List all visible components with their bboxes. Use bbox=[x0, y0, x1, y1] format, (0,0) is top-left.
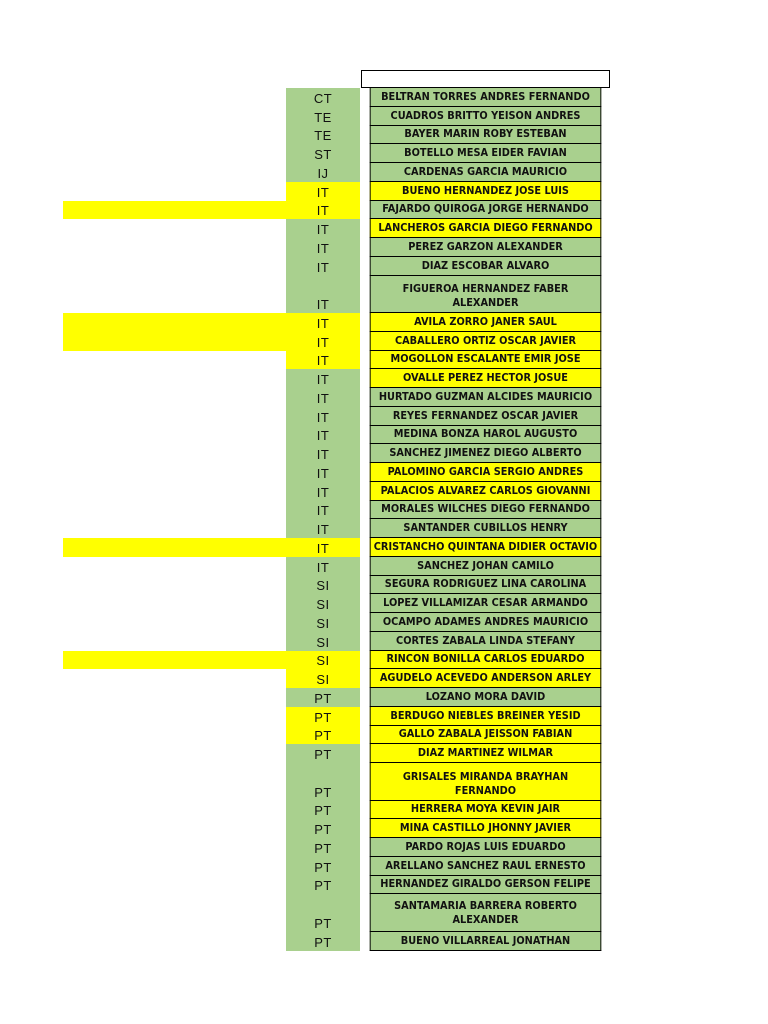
name-cell[interactable]: BUENO VILLARREAL JONATHAN bbox=[370, 932, 602, 951]
name-cell[interactable]: PEREZ GARZON ALEXANDER bbox=[370, 238, 602, 257]
table-row bbox=[0, 669, 768, 688]
rank-cell[interactable]: IT bbox=[286, 501, 360, 520]
table-row bbox=[0, 707, 768, 726]
rank-cell[interactable]: PT bbox=[286, 688, 360, 707]
table-row bbox=[0, 557, 768, 576]
name-cell[interactable]: BELTRAN TORRES ANDRES FERNANDO bbox=[370, 88, 602, 107]
table-row bbox=[0, 144, 768, 163]
table-row bbox=[0, 107, 768, 126]
rank-cell[interactable]: IT bbox=[286, 351, 360, 370]
name-cell[interactable]: SANTAMARIA BARRERA ROBERTO ALEXANDER bbox=[370, 894, 602, 932]
table-row bbox=[0, 182, 768, 201]
name-cell[interactable]: PARDO ROJAS LUIS EDUARDO bbox=[370, 838, 602, 857]
rank-cell[interactable]: IT bbox=[286, 444, 360, 463]
rank-cell[interactable]: IT bbox=[286, 238, 360, 257]
rank-cell[interactable]: IT bbox=[286, 182, 360, 201]
table-row bbox=[0, 763, 768, 801]
rank-cell[interactable]: PT bbox=[286, 876, 360, 895]
name-cell[interactable]: AGUDELO ACEVEDO ANDERSON ARLEY bbox=[370, 669, 602, 688]
name-cell[interactable]: REYES FERNANDEZ OSCAR JAVIER bbox=[370, 407, 602, 426]
highlight-cell[interactable] bbox=[63, 651, 286, 670]
name-cell[interactable]: FAJARDO QUIROGA JORGE HERNANDO bbox=[370, 201, 602, 220]
rank-cell[interactable]: PT bbox=[286, 894, 360, 932]
name-cell[interactable]: CABALLERO ORTIZ OSCAR JAVIER bbox=[370, 332, 602, 351]
name-cell[interactable]: HURTADO GUZMAN ALCIDES MAURICIO bbox=[370, 388, 602, 407]
rank-cell[interactable]: SI bbox=[286, 632, 360, 651]
table-row bbox=[0, 163, 768, 182]
table-row bbox=[0, 519, 768, 538]
table-row bbox=[0, 932, 768, 951]
name-cell[interactable]: GRISALES MIRANDA BRAYHAN FERNANDO bbox=[370, 763, 602, 801]
name-cell[interactable]: CRISTANCHO QUINTANA DIDIER OCTAVIO bbox=[370, 538, 602, 557]
highlight-cell[interactable] bbox=[63, 538, 286, 557]
table-row bbox=[0, 632, 768, 651]
table-row bbox=[0, 801, 768, 820]
rank-cell[interactable]: PT bbox=[286, 726, 360, 745]
name-cell[interactable]: RINCON BONILLA CARLOS EDUARDO bbox=[370, 651, 602, 670]
name-cell[interactable]: MORALES WILCHES DIEGO FERNANDO bbox=[370, 501, 602, 520]
table-row bbox=[0, 388, 768, 407]
rank-cell[interactable]: PT bbox=[286, 763, 360, 801]
name-cell[interactable]: BUENO HERNANDEZ JOSE LUIS bbox=[370, 182, 602, 201]
rank-cell[interactable]: IT bbox=[286, 557, 360, 576]
table-row bbox=[0, 332, 768, 351]
rank-cell[interactable]: PT bbox=[286, 801, 360, 820]
rank-cell[interactable]: IT bbox=[286, 388, 360, 407]
name-cell[interactable]: MEDINA BONZA HAROL AUGUSTO bbox=[370, 426, 602, 445]
name-cell[interactable]: SANCHEZ JOHAN CAMILO bbox=[370, 557, 602, 576]
table-row bbox=[0, 351, 768, 370]
table-row bbox=[0, 407, 768, 426]
name-cell[interactable]: CARDENAS GARCIA MAURICIO bbox=[370, 163, 602, 182]
rank-cell[interactable]: IJ bbox=[286, 163, 360, 182]
rank-cell[interactable]: SI bbox=[286, 594, 360, 613]
rank-cell[interactable]: IT bbox=[286, 219, 360, 238]
name-cell[interactable]: SANCHEZ JIMENEZ DIEGO ALBERTO bbox=[370, 444, 602, 463]
table-row bbox=[0, 538, 768, 557]
name-cell[interactable]: LANCHEROS GARCIA DIEGO FERNANDO bbox=[370, 219, 602, 238]
name-cell[interactable]: DIAZ MARTINEZ WILMAR bbox=[370, 744, 602, 763]
name-cell[interactable]: SEGURA RODRIGUEZ LINA CAROLINA bbox=[370, 576, 602, 595]
name-cell[interactable]: BERDUGO NIEBLES BREINER YESID bbox=[370, 707, 602, 726]
rank-cell[interactable]: PT bbox=[286, 819, 360, 838]
rank-cell[interactable]: TE bbox=[286, 107, 360, 126]
rank-cell[interactable]: PT bbox=[286, 857, 360, 876]
rank-cell[interactable]: SI bbox=[286, 651, 360, 670]
rank-cell[interactable]: IT bbox=[286, 332, 360, 351]
table-row bbox=[0, 501, 768, 520]
rank-cell[interactable]: SI bbox=[286, 613, 360, 632]
table-row bbox=[0, 126, 768, 145]
table-row bbox=[0, 576, 768, 595]
rank-cell[interactable]: SI bbox=[286, 576, 360, 595]
highlight-cell[interactable] bbox=[63, 313, 286, 332]
name-cell[interactable]: MOGOLLON ESCALANTE EMIR JOSE bbox=[370, 351, 602, 370]
table-row bbox=[0, 688, 768, 707]
name-cell[interactable]: AVILA ZORRO JANER SAUL bbox=[370, 313, 602, 332]
table-row bbox=[0, 613, 768, 632]
table-row bbox=[0, 838, 768, 857]
rank-cell[interactable]: IT bbox=[286, 482, 360, 501]
name-cell[interactable]: FIGUEROA HERNANDEZ FABER ALEXANDER bbox=[370, 276, 602, 314]
table-row bbox=[0, 88, 768, 107]
table-row bbox=[0, 238, 768, 257]
rank-cell[interactable]: PT bbox=[286, 838, 360, 857]
rank-cell[interactable]: IT bbox=[286, 407, 360, 426]
rank-cell[interactable]: IT bbox=[286, 276, 360, 314]
rank-cell[interactable]: PT bbox=[286, 707, 360, 726]
table-row bbox=[0, 857, 768, 876]
highlight-cell[interactable] bbox=[63, 332, 286, 351]
name-cell[interactable]: PALOMINO GARCIA SERGIO ANDRES bbox=[370, 463, 602, 482]
name-cell[interactable]: LOPEZ VILLAMIZAR CESAR ARMANDO bbox=[370, 594, 602, 613]
rank-cell[interactable]: PT bbox=[286, 932, 360, 951]
rank-cell[interactable]: ST bbox=[286, 144, 360, 163]
table-row bbox=[0, 726, 768, 745]
name-cell[interactable]: BOTELLO MESA EIDER FAVIAN bbox=[370, 144, 602, 163]
rank-cell[interactable]: SI bbox=[286, 669, 360, 688]
table-row bbox=[0, 276, 768, 314]
rank-cell[interactable]: TE bbox=[286, 126, 360, 145]
name-cell[interactable]: ARELLANO SANCHEZ RAUL ERNESTO bbox=[370, 857, 602, 876]
table-row bbox=[0, 219, 768, 238]
name-cell[interactable]: GALLO ZABALA JEISSON FABIAN bbox=[370, 726, 602, 745]
rank-cell[interactable]: PT bbox=[286, 744, 360, 763]
table-row bbox=[0, 444, 768, 463]
table-row bbox=[0, 257, 768, 276]
table-row bbox=[0, 894, 768, 932]
table-row bbox=[0, 426, 768, 445]
table-row bbox=[0, 651, 768, 670]
name-cell[interactable]: BAYER MARIN ROBY ESTEBAN bbox=[370, 126, 602, 145]
table-row bbox=[0, 819, 768, 838]
name-cell[interactable]: CORTES ZABALA LINDA STEFANY bbox=[370, 632, 602, 651]
name-cell[interactable]: HERNANDEZ GIRALDO GERSON FELIPE bbox=[370, 876, 602, 895]
name-cell[interactable]: DIAZ ESCOBAR ALVARO bbox=[370, 257, 602, 276]
name-cell[interactable]: HERRERA MOYA KEVIN JAIR bbox=[370, 801, 602, 820]
rank-cell[interactable]: IT bbox=[286, 426, 360, 445]
table-row bbox=[0, 482, 768, 501]
name-cell[interactable]: SANTANDER CUBILLOS HENRY bbox=[370, 519, 602, 538]
table-row bbox=[0, 594, 768, 613]
name-cell[interactable]: CUADROS BRITTO YEISON ANDRES bbox=[370, 107, 602, 126]
rank-cell[interactable]: IT bbox=[286, 257, 360, 276]
rank-cell[interactable]: IT bbox=[286, 201, 360, 220]
table-row bbox=[0, 744, 768, 763]
name-cell[interactable]: OCAMPO ADAMES ANDRES MAURICIO bbox=[370, 613, 602, 632]
name-cell[interactable]: OVALLE PEREZ HECTOR JOSUE bbox=[370, 369, 602, 388]
empty-header-cell[interactable] bbox=[361, 70, 610, 88]
table-row bbox=[0, 369, 768, 388]
table-row bbox=[0, 463, 768, 482]
name-cell[interactable]: MINA CASTILLO JHONNY JAVIER bbox=[370, 819, 602, 838]
table-row bbox=[0, 876, 768, 895]
rank-cell[interactable]: IT bbox=[286, 519, 360, 538]
rank-cell[interactable]: IT bbox=[286, 538, 360, 557]
name-cell[interactable]: PALACIOS ALVAREZ CARLOS GIOVANNI bbox=[370, 482, 602, 501]
rank-cell[interactable]: IT bbox=[286, 313, 360, 332]
rank-cell[interactable]: IT bbox=[286, 463, 360, 482]
rank-cell[interactable]: IT bbox=[286, 369, 360, 388]
highlight-cell[interactable] bbox=[63, 201, 286, 220]
table-row bbox=[0, 201, 768, 220]
rank-cell[interactable]: CT bbox=[286, 88, 360, 107]
table-row bbox=[0, 313, 768, 332]
name-cell[interactable]: LOZANO MORA DAVID bbox=[370, 688, 602, 707]
